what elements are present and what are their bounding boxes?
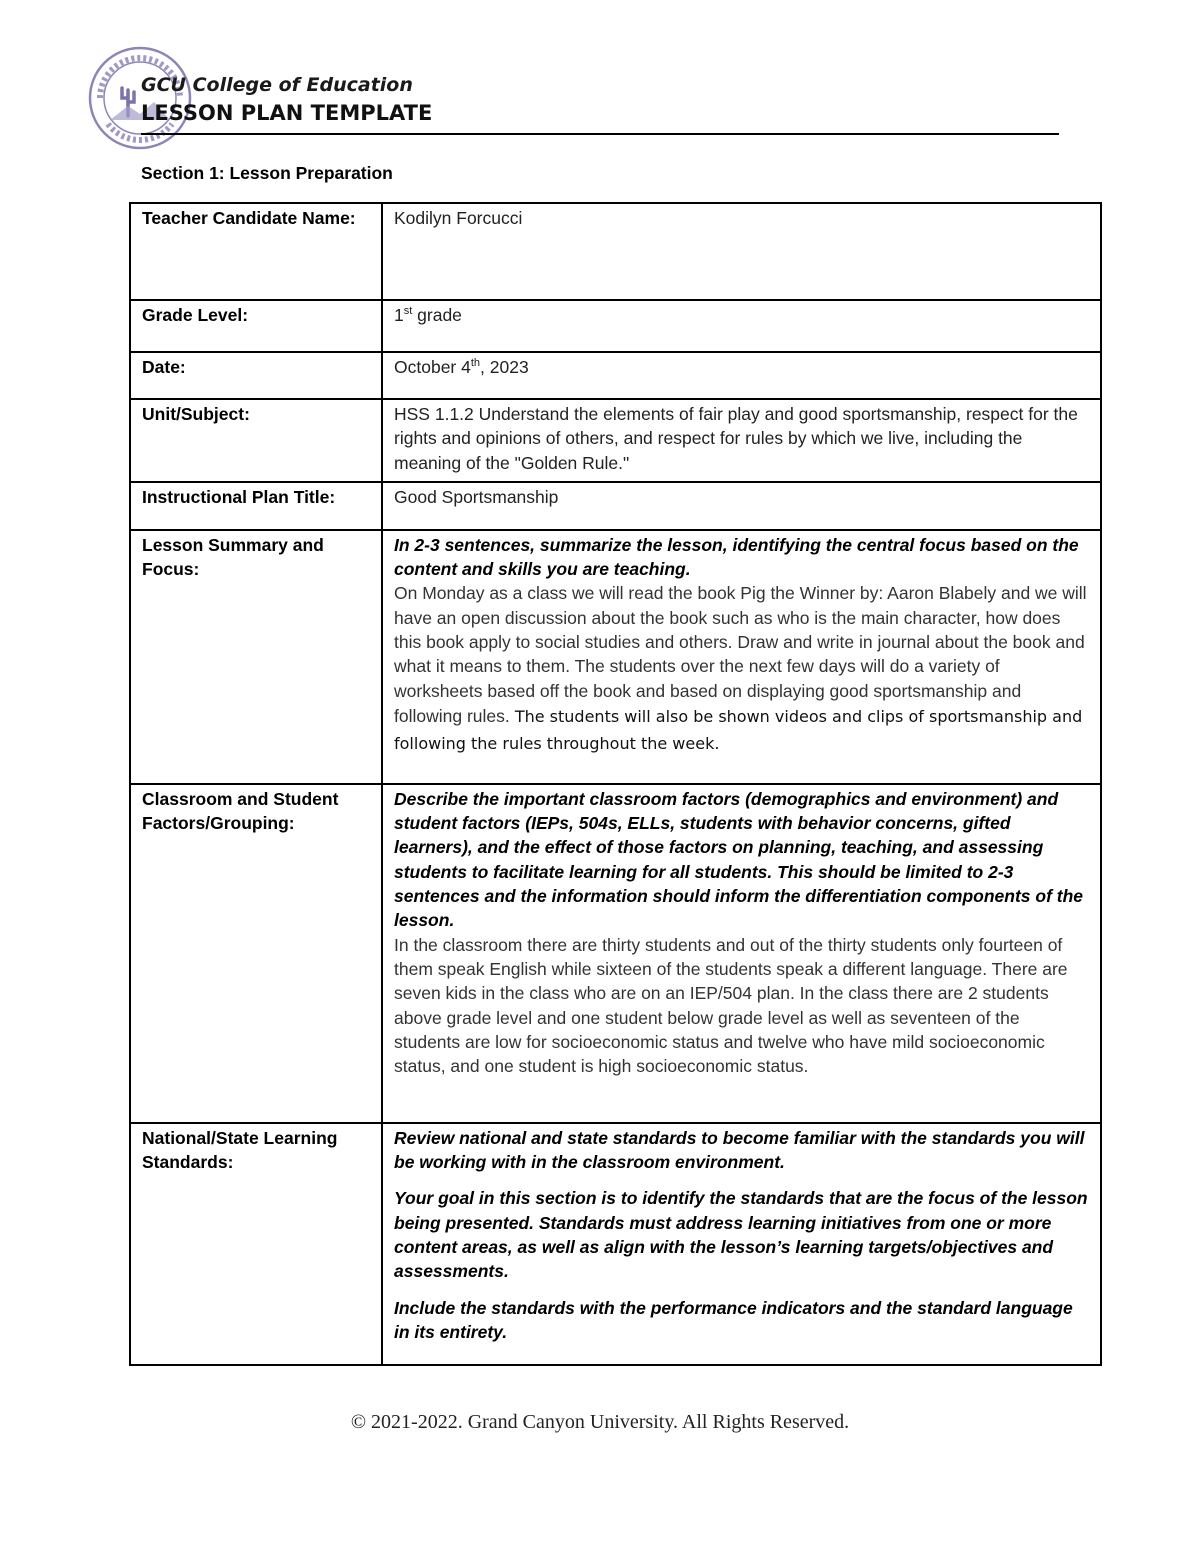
table-row xyxy=(130,784,1101,1123)
teacher-name-label: Teacher Candidate Name: xyxy=(130,203,382,300)
date-label: Date: xyxy=(130,352,382,399)
unit-subject-label: Unit/Subject: xyxy=(130,399,382,482)
classroom-factors-value xyxy=(382,784,1101,1123)
college-name: GCU College of Education xyxy=(141,74,413,96)
template-title: LESSON PLAN TEMPLATE xyxy=(141,101,433,125)
classroom-factors-response: In the classroom there are thirty students and out of the thirty students only fourteen of them speak English while sixteen of the students speak a different language. There are seven kids in the class who are on an IEP/504 plan. In the class there are 2 students above grade level and one student below grade level as well as seventeen of the students are low for socioeconomic status and twelve who have mild socioeconomic status, and one student is high socioeconomic status. xyxy=(394,934,1068,1077)
table-row xyxy=(130,300,1101,352)
table-row xyxy=(130,530,1101,784)
lesson-summary-instruction: In 2-3 sentences, summarize the lesson, identifying the central focus based on the content and skills you are teaching. xyxy=(394,534,1079,580)
plan-title-label: Instructional Plan Title: xyxy=(130,482,382,530)
table-row xyxy=(130,1123,1101,1365)
plan-title-value: Good Sportsmanship xyxy=(382,482,1101,530)
standards-instruction-1: Review national and state standards to become familiar with the standards you will be working with in the classroom environment. xyxy=(394,1127,1085,1173)
header-rule xyxy=(141,133,1059,135)
copyright-footer: © 2021-2022. Grand Canyon University. All Rights Reserved. xyxy=(350,1411,850,1433)
standards-label: National/State Learning Standards: xyxy=(130,1123,382,1365)
classroom-factors-instruction: Describe the important classroom factors (demographics and environment) and student factors (IEPs, 504s, ELLs, students with behavior concerns, gifted learners), and the effect of those factors on planning, teaching, and assessing students to facilitate learning for all students. This should be limited to 2-3 sentences and the information should inform the differentiation components of the lesson. xyxy=(394,788,1084,931)
table-row xyxy=(130,482,1101,530)
table-row xyxy=(130,352,1101,399)
lesson-summary-value xyxy=(382,530,1101,784)
teacher-name-value: Kodilyn Forcucci xyxy=(382,203,1101,300)
date-value: October 4th, 2023 xyxy=(382,352,1101,399)
document-header xyxy=(141,72,432,127)
table-row xyxy=(130,399,1101,482)
standards-instruction-2: Your goal in this section is to identify the standards that are the focus of the lesson being presented. Standards must address learning initiatives from one or more content areas, as well as align with the lesson’s learning targets/objectives and assessments. xyxy=(394,1188,1088,1282)
lesson-summary-label: Lesson Summary and Focus: xyxy=(130,530,382,784)
unit-subject-value: HSS 1.1.2 Understand the elements of fair play and good sportsmanship, respect for the rights and opinions of others, and respect for rules by which we live, including the meaning of the "Golden Rule." xyxy=(382,399,1101,482)
grade-level-value: 1st grade xyxy=(382,300,1101,352)
classroom-factors-label: Classroom and Student Factors/Grouping: xyxy=(130,784,382,1123)
standards-instruction-3: Include the standards with the performance indicators and the standard language in its entirety. xyxy=(394,1297,1073,1342)
lesson-preparation-table xyxy=(129,202,1102,1366)
lesson-summary-response: On Monday as a class we will read the book Pig the Winner by: Aaron Blabely and we will have an open discussion about the book such as who is the main character, how does this book apply to social studies and others. Draw and write in journal about the book and what it means to them. The students over the next few days will do a variety of worksheets based off the book and based on displaying good sportsmanship and following rules. The students will also be shown videos and clips of sportsmanship and following the rules throughout the week. xyxy=(394,583,1087,753)
section-title: Section 1: Lesson Preparation xyxy=(141,163,393,183)
table-row xyxy=(130,203,1101,300)
standards-value xyxy=(382,1123,1101,1365)
grade-level-label: Grade Level: xyxy=(130,300,382,352)
